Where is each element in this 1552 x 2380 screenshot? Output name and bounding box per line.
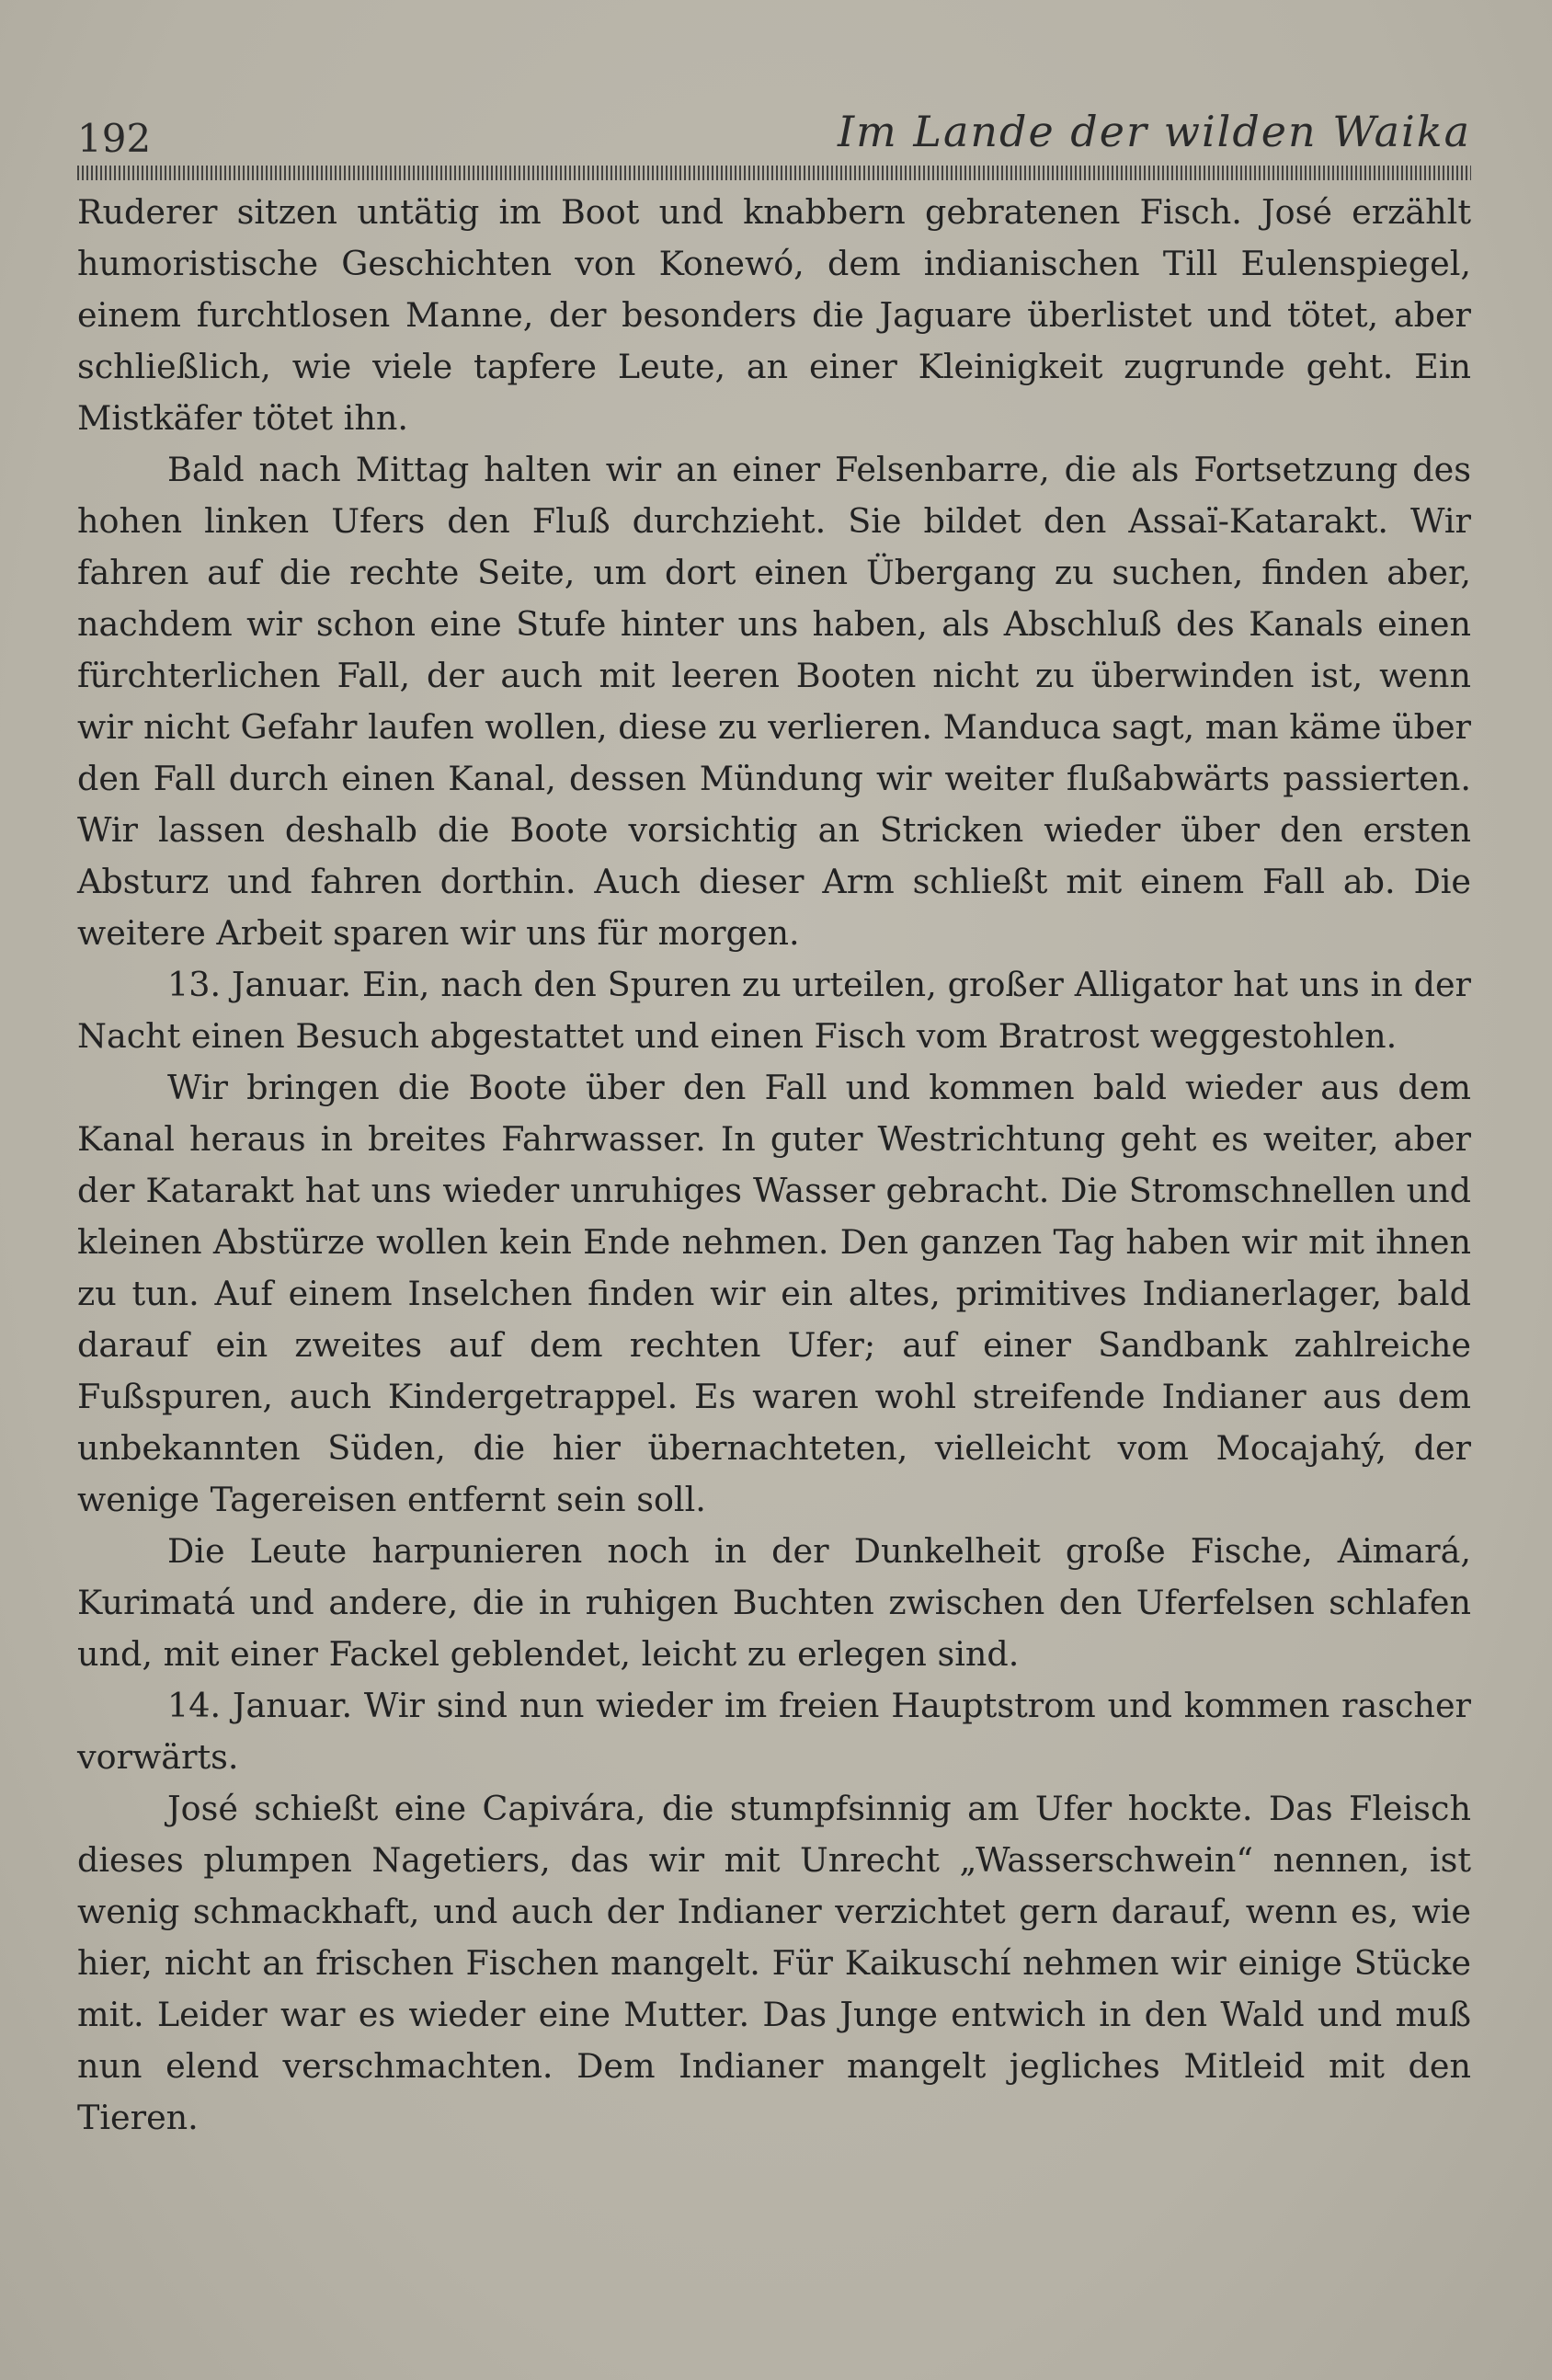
paragraph: Ruderer sitzen untätig im Boot und knabbern gebratenen Fisch. José erzählt humoristische Geschichten von Konewó, dem indianischen Till Eulenspiegel, einem furchtlosen Manne, der besonders die Jaguare überlistet und tötet, aber schließlich, wie viele tapfere Leute, an einer Kleinigkeit zugrunde geht. Ein Mistkäfer tötet ihn.	[77, 192, 1471, 438]
running-title: Im Lande der wilden Waika	[837, 107, 1471, 156]
paragraph: 13. Januar. Ein, nach den Spuren zu urteilen, großer Alligator hat uns in der Nacht einen Besuch abgestattet und einen Fisch vom Bratrost weggestohlen.	[77, 965, 1471, 1056]
paragraph: Bald nach Mittag halten wir an einer Felsenbarre, die als Fortsetzung des hohen linken Ufers den Fluß durchzieht. Sie bildet den Assaï-Katarakt. Wir fahren auf die rechte Seite, um dort einen Übergang zu suchen, finden aber, nachdem wir schon eine Stufe hinter uns haben, als Abschluß des Kanals einen fürchterlichen Fall, der auch mit leeren Booten nicht zu überwinden ist, wenn wir nicht Gefahr laufen wollen, diese zu verlieren. Manduca sagt, man käme über den Fall durch einen Kanal, dessen Mündung wir weiter flußabwärts passierten. Wir lassen deshalb die Boote vorsichtig an Stricken wieder über den ersten Absturz und fahren dorthin. Auch dieser Arm schließt mit einem Fall ab. Die weitere Arbeit sparen wir uns für morgen.	[77, 450, 1471, 953]
page-header	[77, 107, 1471, 166]
paragraph: José schießt eine Capivára, die stumpfsinnig am Ufer hockte. Das Fleisch dieses plumpen Nagetiers, das wir mit Unrecht „Wasserschwein“ nennen, ist wenig schmackhaft, und auch der Indianer verzichtet gern darauf, wenn es, wie hier, nicht an frischen Fischen mangelt. Für Kaikuschí nehmen wir einige Stücke mit. Leider war es wieder eine Mutter. Das Junge entwich in den Wald und muß nun elend verschmachten. Dem Indianer mangelt jegliches Mitleid mit den Tieren.	[77, 1789, 1471, 2137]
paragraph: 14. Januar. Wir sind nun wieder im freien Hauptstrom und kommen rascher vorwärts.	[77, 1686, 1471, 1777]
paragraph: Wir bringen die Boote über den Fall und kommen bald wieder aus dem Kanal heraus in breites Fahrwasser. In guter Westrichtung geht es weiter, aber der Katarakt hat uns wieder unruhiges Wasser gebracht. Die Stromschnellen und kleinen Abstürze wollen kein Ende nehmen. Den ganzen Tag haben wir mit ihnen zu tun. Auf einem Inselchen finden wir ein altes, primitives Indianerlager, bald darauf ein zweites auf dem rechten Ufer; auf einer Sandbank zahlreiche Fußspuren, auch Kindergetrappel. Es waren wohl streifende Indianer aus dem unbekannten Süden, die hier übernachteten, vielleicht vom Mocajahý, der wenige Tagereisen entfernt sein soll.	[77, 1068, 1471, 1519]
paragraph: Die Leute harpunieren noch in der Dunkelheit große Fische, Aimará, Kurimatá und andere, die in ruhigen Buchten zwischen den Uferfelsen schlafen und, mit einer Fackel geblendet, leicht zu erlegen sind.	[77, 1531, 1471, 1674]
page-number: 192	[77, 116, 152, 161]
body-text	[77, 187, 1471, 2144]
header-rule	[77, 166, 1471, 180]
